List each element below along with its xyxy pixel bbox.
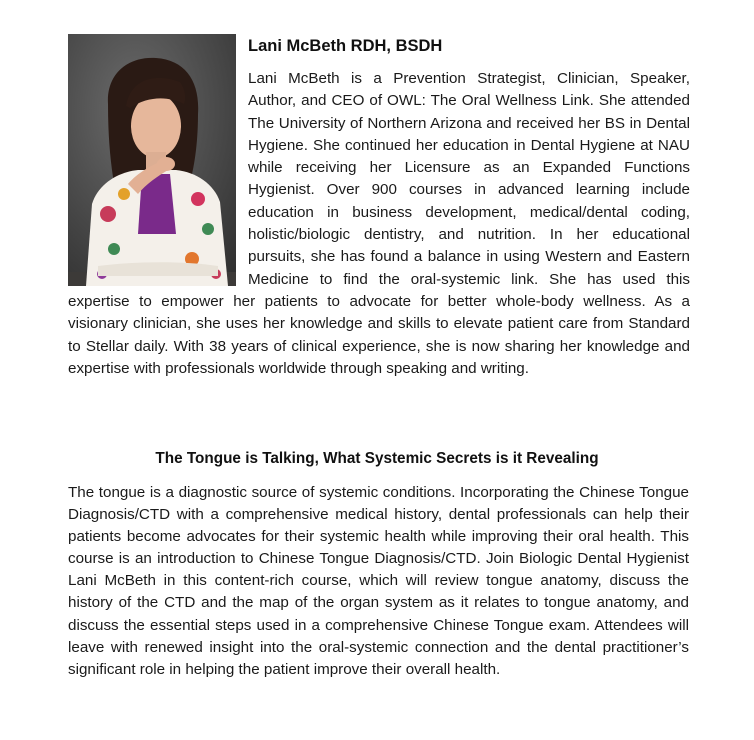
course-description: The tongue is a diagnostic source of systemic conditions. Incorporating the Chinese Tongue Diagnosis/CTD with a comprehensive medical history, dental professionals can help their patients become advocates for their systemic health while improving their oral health. This course is an introduction to Chinese Tongue Diagnosis/CTD. Join Biologic Dental Hygienist Lani McBeth in this content-rich course, which will review tongue anatomy, discuss the history of the CTD and the map of the organ system as it relates to tongue anatomy, and discuss the essential steps used in a comprehensive Chinese Tongue exam. Attendees will leave with renewed insight into the oral-systemic connection and the dental practitioner’s significant role in helping the patient improve their overall health. [68, 484, 689, 678]
speaker-photo [68, 34, 236, 286]
bio-section [68, 34, 690, 380]
course-title: The Tongue is Talking, What Systemic Secrets is it Revealing [155, 450, 599, 467]
speaker-name: Lani McBeth RDH, BSDH [248, 37, 443, 55]
speaker-bio-text: Lani McBeth is a Prevention Strategist, Clinician, Speaker, Author, and CEO of OWL: The Oral Wellness Link. She attended The University of Northern Arizona and received her BS in Dental Hygiene. She continued her education in Dental Hygiene at NAU while receiving her Licensure as an Expanded Functions Hygienist. Over 900 courses in advanced learning include education in business development, medical/dental coding, holistic/biologic dentistry, and nutrition. In her educational pursuits, she has found a balance in using Western and Eastern Medicine to find the oral-systemic link. She has used this expertise to empower her patients to advocate for better whole-body wellness. As a visionary clinician, she uses her knowledge and skills to elevate patient care from Standard to Stellar daily. With 38 years of clinical experience, she is now sharing her knowledge and expertise with professionals worldwide through speaking and writing. [68, 70, 690, 377]
